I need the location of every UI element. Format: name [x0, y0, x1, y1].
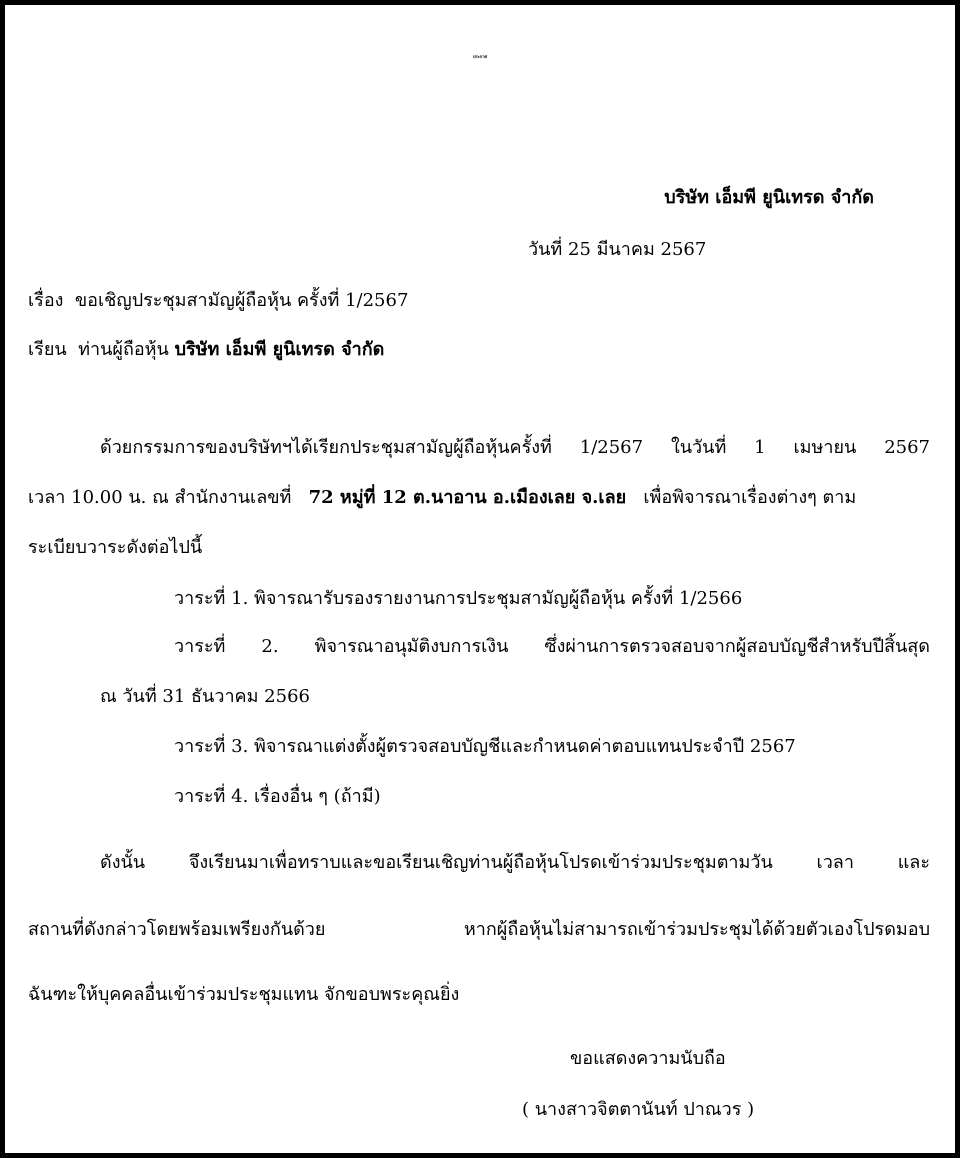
- page-title: ประกาศ: [472, 54, 488, 59]
- paragraph-2-line-3: ฉันฑะให้บุคคลอื่นเข้าร่วมประชุมแทน จักขอบพระคุณยิ่ง: [28, 984, 460, 1005]
- paragraph-2-line-2: สถานที่ดังกล่าวโดยพร้อมเพรียงกันด้วย หากผู้ถือหุ้นไม่สามารถเข้าร่วมประชุมได้ด้วยตัวเองโปรดมอบ: [28, 919, 930, 940]
- paragraph-1-line-2: [28, 486, 930, 510]
- meeting-time-venue: เวลา 10.00 น. ณ สำนักงานเลขที่: [28, 487, 292, 508]
- paragraph-2-line-1: ดังนั้น จึงเรียนมาเพื่อทราบและขอเรียนเชิญท่านผู้ถือหุ้นโปรดเข้าร่วมประชุมตามวัน เวลา และ: [100, 852, 930, 873]
- document-date: วันที่ 25 มีนาคม 2567: [528, 239, 707, 260]
- agenda-item-4: วาระที่ 4. เรื่องอื่น ๆ (ถ้ามี): [174, 786, 381, 807]
- agenda-item-3: วาระที่ 3. พิจารณาแต่งตั้งผู้ตรวจสอบบัญชีและกำหนดค่าตอบแทนประจำปี 2567: [174, 736, 796, 757]
- subject-text: ขอเชิญประชุมสามัญผู้ถือหุ้น ครั้งที่ 1/2567: [74, 290, 409, 311]
- meeting-address: 72 หมู่ที่ 12 ต.นาอาน อ.เมืองเลย จ.เลย: [308, 487, 627, 508]
- document-subtitle: [0, 102, 960, 130]
- recipient-text: ท่านผู้ถือหุ้น: [78, 339, 169, 360]
- recipient-line: [28, 338, 384, 362]
- recipient-company: บริษัท เอ็มพี ยูนิเทรด จำกัด: [174, 339, 385, 360]
- paragraph-1-line-3: ระเบียบวาระดังต่อไปนี้: [28, 537, 203, 558]
- signer-name: ( นางสาวจิตตานันท์ ปาณวร ): [522, 1099, 755, 1120]
- agenda-item-2-line-1: วาระที่ 2. พิจารณาอนุมัติงบการเงิน ซึ่งผ่านการตรวจสอบจากผู้สอบบัญชีสำหรับปีสิ้นสุด: [174, 636, 930, 657]
- subject-label: เรื่อง: [28, 290, 64, 311]
- paragraph-1-line-1: ด้วยกรรมการของบริษัทฯได้เรียกประชุมสามัญผู้ถือหุ้นครั้งที่ 1/2567 ในวันที่ 1 เมษายน 2567: [100, 437, 930, 458]
- recipient-label: เรียน: [28, 339, 67, 360]
- company-name: บริษัท เอ็มพี ยูนิเทรด จำกัด: [664, 187, 874, 208]
- meeting-purpose: เพื่อพิจารณาเรื่องต่างๆ ตาม: [643, 487, 857, 508]
- agenda-item-1: วาระที่ 1. พิจารณารับรองรายงานการประชุมสามัญผู้ถือหุ้น ครั้งที่ 1/2566: [174, 588, 743, 609]
- closing-regards: ขอแสดงความนับถือ: [570, 1048, 726, 1069]
- subject-line: [28, 289, 408, 313]
- agenda-item-2-line-2: ณ วันที่ 31 ธันวาคม 2566: [100, 686, 310, 707]
